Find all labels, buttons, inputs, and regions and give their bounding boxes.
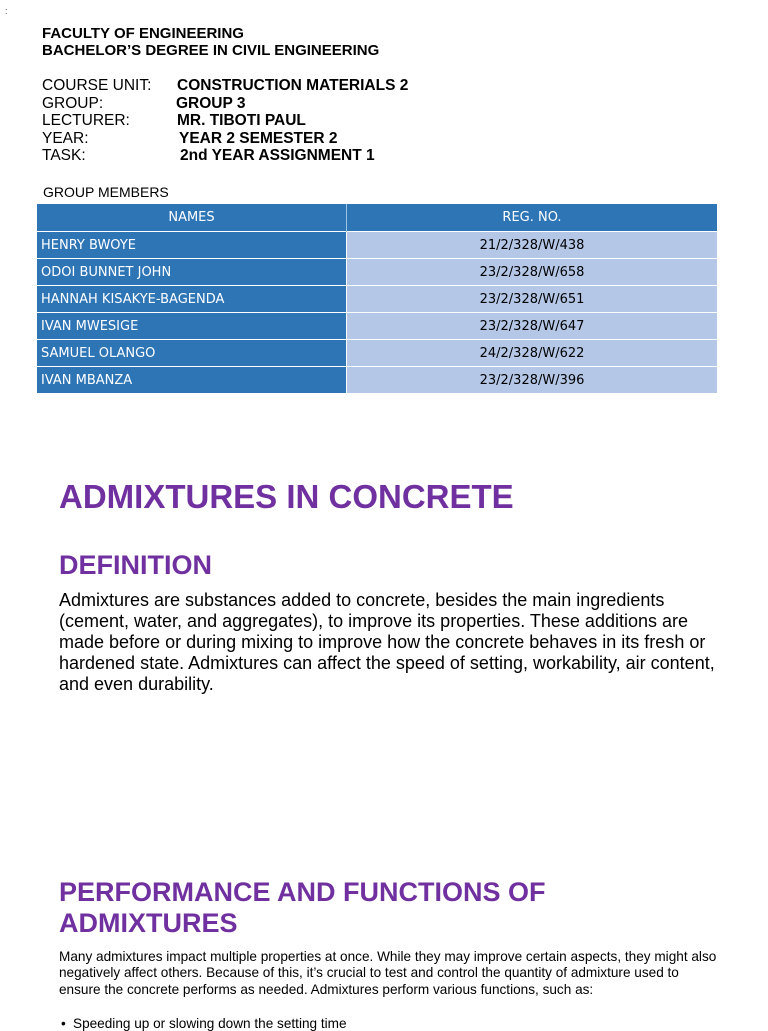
member-name: IVAN MBANZA	[37, 367, 347, 394]
member-name: ODOI BUNNET JOHN	[37, 259, 347, 286]
member-reg: 23/2/328/W/647	[347, 313, 718, 340]
member-name: HENRY BWOYE	[37, 232, 347, 259]
member-reg: 23/2/328/W/396	[347, 367, 718, 394]
member-reg: 24/2/328/W/622	[347, 340, 718, 367]
info-value: CONSTRUCTION MATERIALS 2	[177, 77, 409, 94]
info-label: COURSE UNIT:	[42, 77, 152, 94]
member-reg: 23/2/328/W/651	[347, 286, 718, 313]
group-members-label: GROUP MEMBERS	[43, 184, 169, 200]
reg-column-header: REG. NO.	[347, 204, 718, 232]
info-label: GROUP:	[42, 94, 104, 112]
names-column-header: NAMES	[37, 204, 347, 232]
member-name: HANNAH KISAKYE-BAGENDA	[37, 286, 347, 313]
member-reg: 23/2/328/W/658	[347, 259, 718, 286]
info-label: YEAR:	[42, 129, 89, 147]
info-label: TASK:	[42, 147, 86, 164]
definition-heading: DEFINITION	[59, 550, 212, 580]
info-value: GROUP 3	[176, 94, 246, 112]
member-name: SAMUEL OLANGO	[37, 340, 347, 367]
corner-mark: :	[5, 6, 8, 16]
info-value: YEAR 2 SEMESTER 2	[179, 129, 338, 147]
definition-paragraph: Admixtures are substances added to concrete, besides the main ingredients (cement, water, and aggregates), to improve its properties. These additions are made before or during mixing to improve how the concrete behaves in its fresh or hardened state. Admixtures can affect the speed of setting, workability, air content, and even durability.	[59, 590, 715, 694]
faculty-name: FACULTY OF ENGINEERING	[42, 25, 244, 42]
faculty-header	[42, 25, 379, 59]
member-name: IVAN MWESIGE	[37, 313, 347, 340]
table-row	[37, 259, 717, 286]
degree-name: BACHELOR’S DEGREE IN CIVIL ENGINEERING	[42, 42, 380, 59]
document-title: ADMIXTURES IN CONCRETE	[59, 478, 514, 515]
info-value: MR. TIBOTI PAUL	[177, 112, 306, 129]
info-value: 2nd YEAR ASSIGNMENT 1	[180, 147, 375, 164]
list-item: • Speeding up or slowing down the setting time	[59, 1016, 347, 1031]
members-table	[37, 204, 717, 393]
performance-paragraph: Many admixtures impact multiple properties at once. While they may improve certain aspects, they might also negatively affect others. Because of this, it’s crucial to test and control the quantity of admixture used to ensure the concrete performs as needed. Admixtures perform various functions, such as:	[59, 949, 717, 997]
info-label: LECTURER:	[42, 112, 130, 129]
table-row	[37, 313, 717, 340]
table-row	[37, 232, 717, 259]
table-row	[37, 367, 717, 394]
table-row	[37, 340, 717, 367]
performance-heading: PERFORMANCE AND FUNCTIONS OF ADMIXTURES	[59, 877, 546, 938]
member-reg: 21/2/328/W/438	[347, 232, 718, 259]
table-header-row	[37, 204, 717, 232]
table-row	[37, 286, 717, 313]
